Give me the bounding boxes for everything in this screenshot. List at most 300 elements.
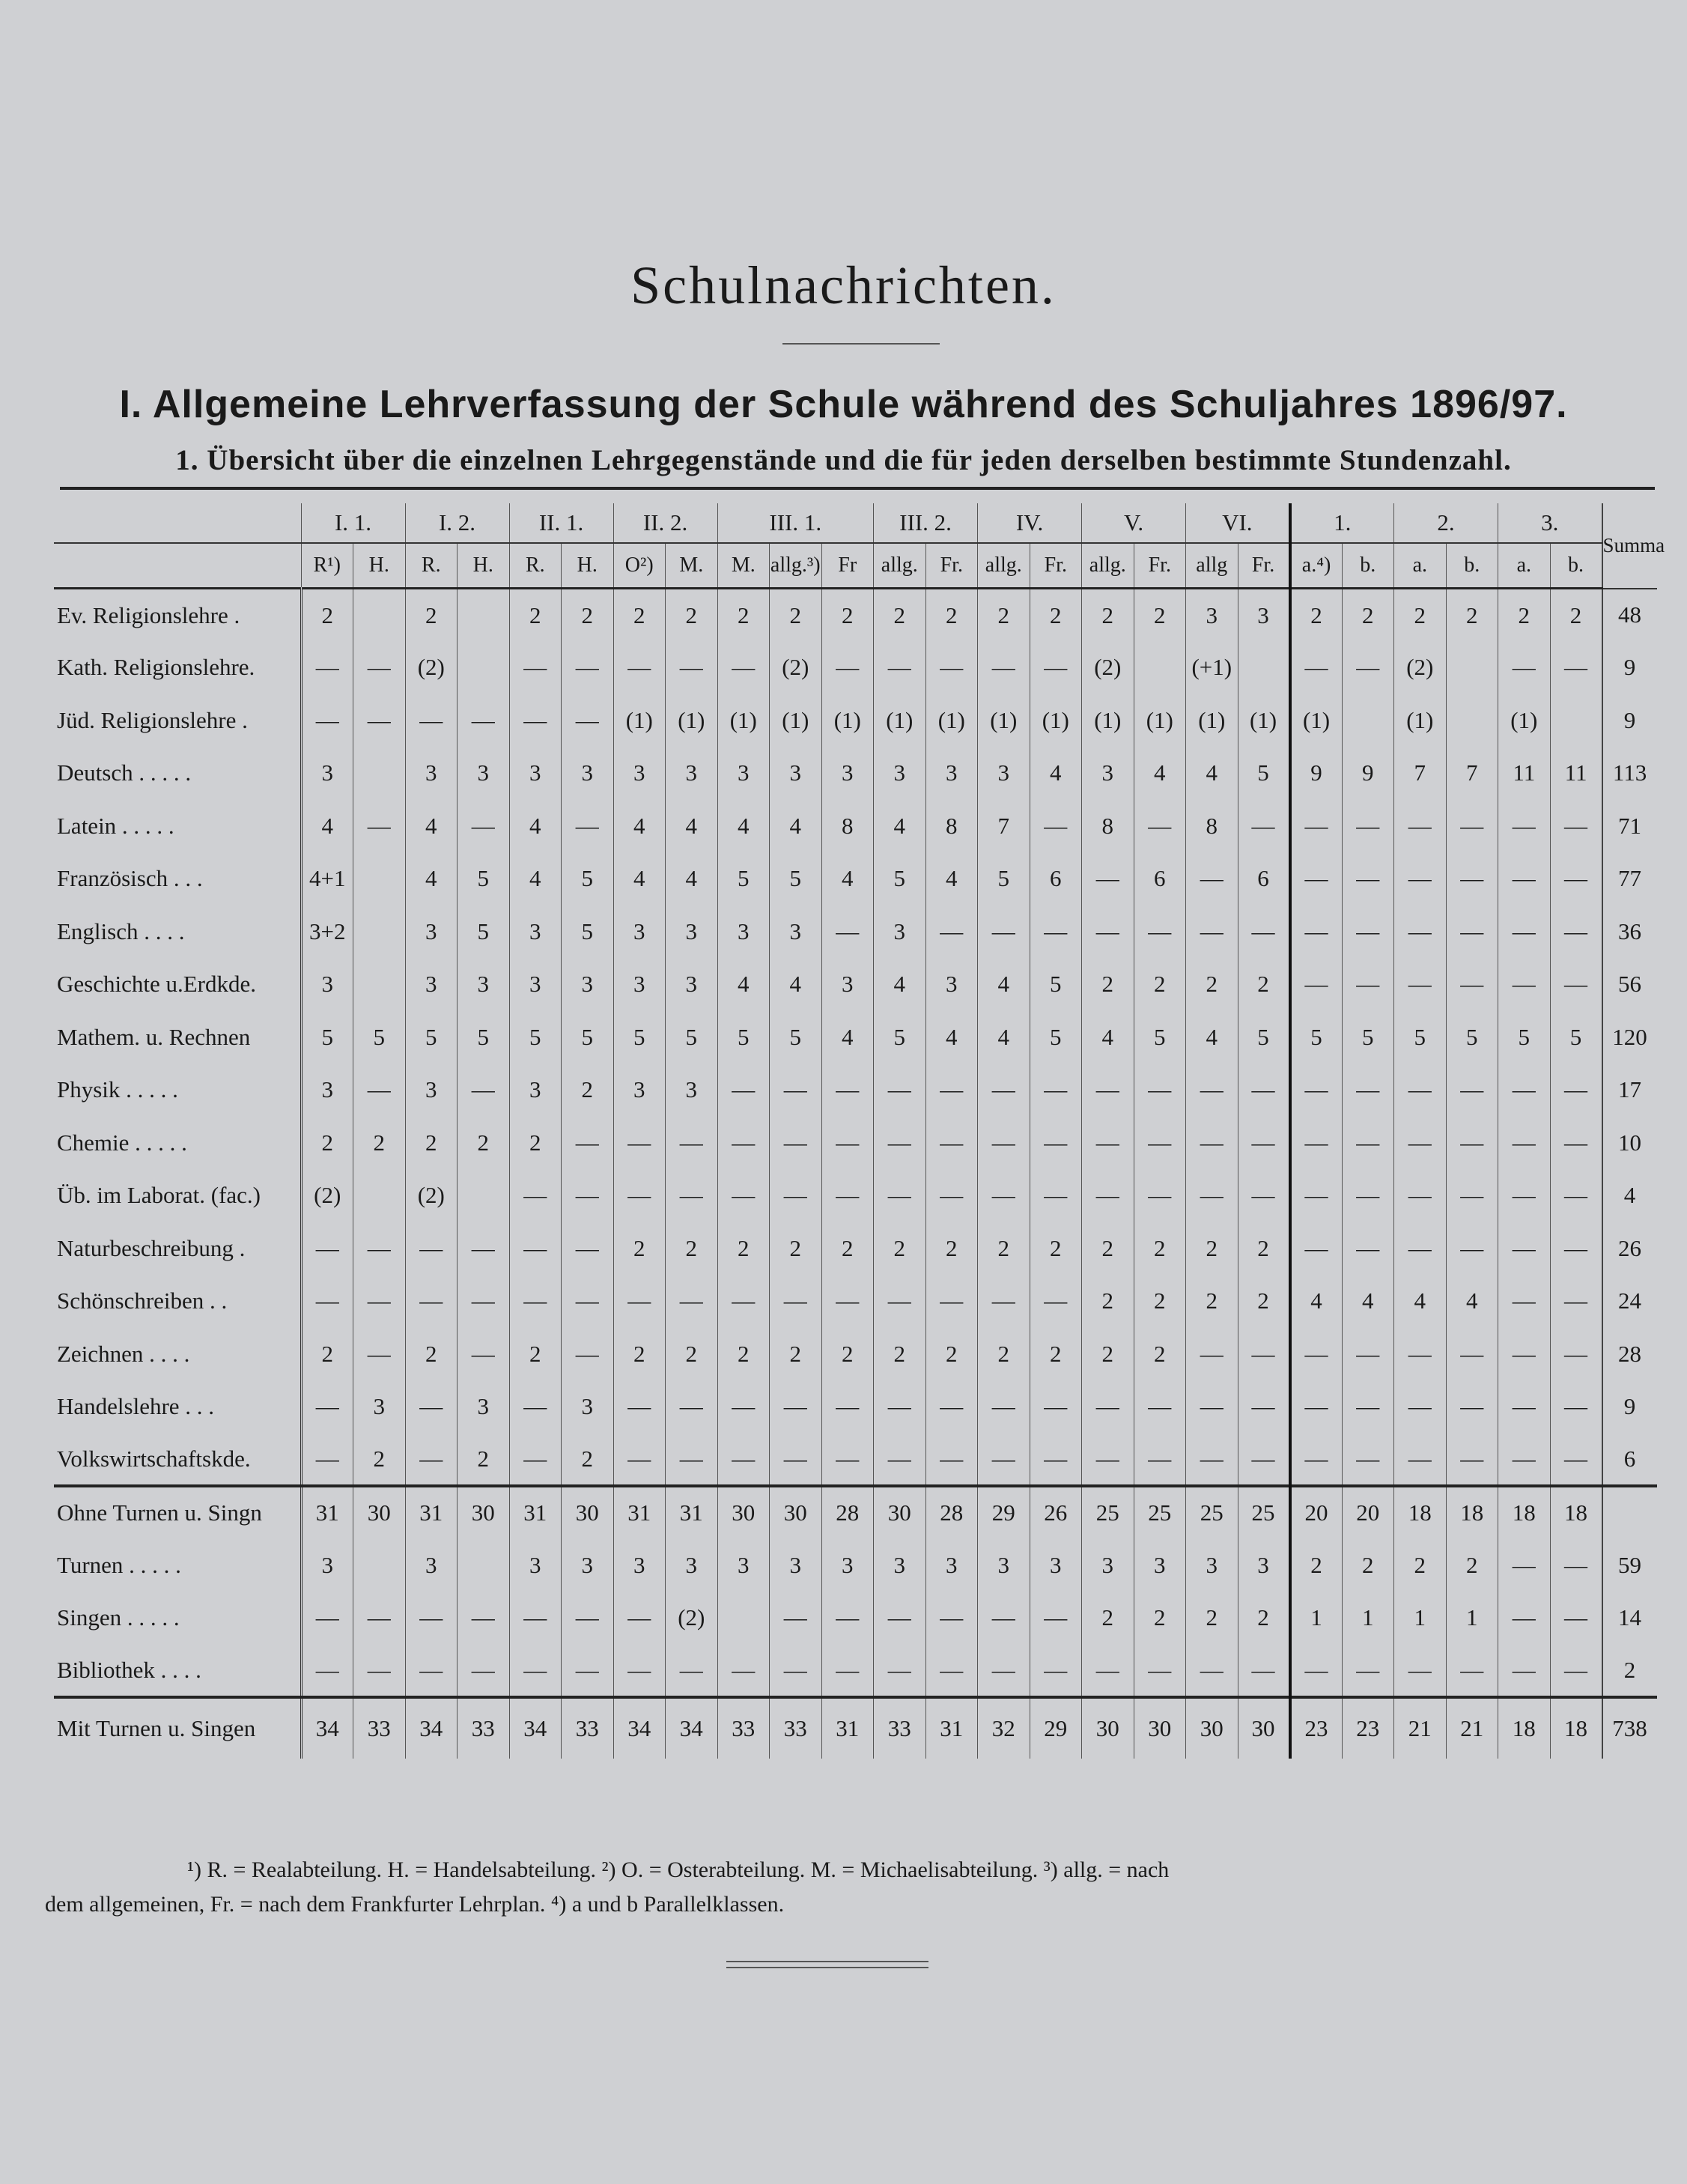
hours-cell: — (666, 1434, 718, 1487)
hours-cell: 3 (301, 1539, 353, 1592)
hours-cell: — (1290, 852, 1343, 906)
division-header: M. (717, 543, 770, 589)
subject-label: Deutsch . . . . . (54, 747, 301, 800)
division-header: Fr. (1134, 543, 1186, 589)
class-header: III. 1. (717, 503, 874, 543)
hours-cell: 2 (1134, 1592, 1186, 1645)
division-header: Fr. (925, 543, 978, 589)
hours-cell: 2 (1134, 1328, 1186, 1381)
division-header: b. (1446, 543, 1498, 589)
hours-cell: — (562, 800, 614, 853)
hours-cell: — (1238, 1645, 1290, 1698)
hours-cell: — (821, 1645, 874, 1698)
hours-cell: 33 (770, 1697, 822, 1759)
hours-cell: 3 (509, 958, 562, 1011)
hours-cell: 5 (770, 1011, 822, 1064)
hours-cell: (1) (717, 694, 770, 747)
hours-cell: 3 (562, 1539, 614, 1592)
hours-cell: 8 (821, 800, 874, 853)
hours-cell: 31 (925, 1697, 978, 1759)
hours-cell (353, 958, 406, 1011)
hours-cell: 2 (1030, 1328, 1082, 1381)
subject-label: Jüd. Religionslehre . (54, 694, 301, 747)
hours-cell: 25 (1134, 1486, 1186, 1539)
hours-cell (1134, 641, 1186, 694)
hours-cell: 3+2 (301, 906, 353, 959)
hours-cell: 4 (666, 800, 718, 853)
hours-cell: 2 (1082, 1592, 1134, 1645)
hours-cell: 2 (1238, 958, 1290, 1011)
class-header: III. 2. (874, 503, 978, 543)
hours-cell: — (874, 1064, 926, 1117)
hours-cell: — (1550, 1380, 1602, 1434)
hours-cell: — (405, 694, 458, 747)
hours-cell: 8 (1082, 800, 1134, 853)
hours-cell: 2 (1550, 589, 1602, 642)
hours-cell: — (1550, 1539, 1602, 1592)
division-header: Fr. (1238, 543, 1290, 589)
hours-cell: 28 (925, 1486, 978, 1539)
hours-cell: 3 (874, 1539, 926, 1592)
hours-cell: 30 (874, 1486, 926, 1539)
table-row (54, 1169, 1657, 1222)
hours-cell: — (1550, 800, 1602, 853)
table-row (54, 1697, 1657, 1759)
hours-cell: — (925, 1380, 978, 1434)
hours-cell: — (925, 1117, 978, 1170)
hours-cell: — (353, 800, 406, 853)
division-header: a.⁴) (1290, 543, 1343, 589)
table-row (54, 589, 1657, 642)
hours-cell: — (1498, 1222, 1551, 1275)
hours-cell: — (1238, 1380, 1290, 1434)
hours-cell: 4 (1342, 1275, 1394, 1328)
hours-cell: 3 (405, 747, 458, 800)
hours-cell: — (717, 1434, 770, 1487)
hours-cell: — (1134, 1434, 1186, 1487)
hours-cell: 4 (1186, 747, 1238, 800)
summa-header: Summa (1602, 503, 1657, 589)
subject-label: Naturbeschreibung . (54, 1222, 301, 1275)
division-header: a. (1394, 543, 1447, 589)
hours-cell: — (1290, 641, 1343, 694)
hours-cell: 30 (1238, 1697, 1290, 1759)
hours-cell (717, 1592, 770, 1645)
hours-cell: 5 (1030, 958, 1082, 1011)
hours-cell: — (717, 641, 770, 694)
subject-label: Handelslehre . . . (54, 1380, 301, 1434)
table-row (54, 958, 1657, 1011)
hours-cell: — (301, 1645, 353, 1698)
hours-cell: — (1550, 1169, 1602, 1222)
hours-cell: — (1238, 1064, 1290, 1117)
subject-label: Ohne Turnen u. Singn (54, 1486, 301, 1539)
hours-cell: 3 (405, 958, 458, 1011)
hours-cell: — (301, 1592, 353, 1645)
subject-label: Zeichnen . . . . (54, 1328, 301, 1381)
hours-cell: — (770, 1169, 822, 1222)
hours-cell: — (353, 1275, 406, 1328)
hours-cell: — (1446, 1169, 1498, 1222)
lesson-hours-table (54, 503, 1665, 1759)
hours-cell: — (821, 641, 874, 694)
hours-cell: — (1134, 1380, 1186, 1434)
hours-cell: 3 (562, 747, 614, 800)
hours-cell: 3 (770, 1539, 822, 1592)
subject-label: Ev. Religionslehre . (54, 589, 301, 642)
hours-cell: 2 (874, 1222, 926, 1275)
hours-cell: — (1290, 1117, 1343, 1170)
page-title: Schulnachrichten. (630, 255, 1057, 315)
hours-cell: — (353, 1064, 406, 1117)
hours-cell: 4 (613, 800, 666, 853)
hours-cell: 8 (925, 800, 978, 853)
hours-cell: — (1550, 1222, 1602, 1275)
sum-cell: 120 (1602, 1011, 1657, 1064)
hours-cell: — (1550, 958, 1602, 1011)
hours-cell: — (1186, 1380, 1238, 1434)
hours-cell: 3 (874, 906, 926, 959)
hours-cell: 4 (1030, 747, 1082, 800)
hours-cell: — (1342, 800, 1394, 853)
hours-cell: 4 (821, 852, 874, 906)
hours-cell: 18 (1498, 1486, 1551, 1539)
hours-cell: — (1446, 1064, 1498, 1117)
table-row (54, 641, 1657, 694)
division-header: Fr (821, 543, 874, 589)
hours-cell: (1) (925, 694, 978, 747)
hours-cell: 5 (717, 852, 770, 906)
hours-cell: — (717, 1169, 770, 1222)
hours-cell: 3 (821, 747, 874, 800)
hours-cell: 2 (821, 1222, 874, 1275)
hours-cell: 3 (1134, 1539, 1186, 1592)
hours-cell: 34 (301, 1697, 353, 1759)
hours-cell: — (1550, 852, 1602, 906)
hours-cell: 3 (613, 906, 666, 959)
hours-cell: — (821, 1275, 874, 1328)
hours-cell: (2) (301, 1169, 353, 1222)
title-rule (782, 343, 940, 345)
hours-cell: 1 (1394, 1592, 1447, 1645)
hours-cell (353, 1169, 406, 1222)
hours-cell: 2 (562, 589, 614, 642)
sum-cell: 4 (1602, 1169, 1657, 1222)
hours-cell: — (353, 1645, 406, 1698)
hours-cell: 2 (1134, 589, 1186, 642)
hours-cell: 3 (717, 906, 770, 959)
hours-cell: 9 (1290, 747, 1343, 800)
hours-cell: 4 (666, 852, 718, 906)
hours-cell: — (562, 1645, 614, 1698)
hours-cell: — (1394, 958, 1447, 1011)
hours-cell: — (978, 906, 1030, 959)
hours-cell: (1) (1030, 694, 1082, 747)
hours-cell: 2 (1342, 589, 1394, 642)
hours-cell: 3 (717, 747, 770, 800)
hours-cell: — (1550, 1328, 1602, 1381)
hours-cell: 2 (978, 1222, 1030, 1275)
hours-cell: — (613, 1169, 666, 1222)
table-row (54, 800, 1657, 853)
hours-cell: — (978, 1117, 1030, 1170)
hours-cell: 5 (405, 1011, 458, 1064)
hours-cell: 33 (353, 1697, 406, 1759)
class-header: V. (1082, 503, 1186, 543)
hours-cell: — (1550, 1117, 1602, 1170)
hours-cell: — (1446, 1328, 1498, 1381)
hours-cell: — (562, 694, 614, 747)
sum-cell: 77 (1602, 852, 1657, 906)
hours-cell: — (458, 1645, 510, 1698)
hours-cell: 31 (301, 1486, 353, 1539)
hours-cell: 3 (613, 958, 666, 1011)
hours-cell: 2 (770, 1222, 822, 1275)
table-row (54, 1539, 1657, 1592)
hours-cell: 2 (925, 1328, 978, 1381)
hours-cell: — (1394, 1222, 1447, 1275)
hours-cell: (1) (1134, 694, 1186, 747)
table-row (54, 1011, 1657, 1064)
hours-cell: — (1550, 906, 1602, 959)
hours-cell: — (1186, 906, 1238, 959)
hours-cell: — (1498, 1169, 1551, 1222)
hours-cell: 2 (874, 589, 926, 642)
hours-cell: 3 (509, 1539, 562, 1592)
table-row (54, 1328, 1657, 1381)
hours-cell: — (874, 1169, 926, 1222)
hours-cell: 2 (666, 589, 718, 642)
hours-cell: 2 (1082, 1275, 1134, 1328)
hours-cell: 3 (509, 906, 562, 959)
hours-cell: 3 (301, 958, 353, 1011)
hours-cell: — (925, 906, 978, 959)
hours-cell: 30 (562, 1486, 614, 1539)
hours-cell: 20 (1290, 1486, 1343, 1539)
hours-cell: 30 (353, 1486, 406, 1539)
division-header: allg.³) (770, 543, 822, 589)
hours-cell: — (874, 1592, 926, 1645)
sum-cell: 71 (1602, 800, 1657, 853)
hours-cell: — (717, 1275, 770, 1328)
hours-cell: 2 (353, 1117, 406, 1170)
hours-cell: — (1498, 1380, 1551, 1434)
hours-cell: — (978, 1592, 1030, 1645)
hours-cell (353, 906, 406, 959)
hours-cell: — (874, 1380, 926, 1434)
hours-cell: 3 (925, 747, 978, 800)
hours-cell: — (1030, 641, 1082, 694)
hours-cell: 5 (1030, 1011, 1082, 1064)
footnote-line: dem allgemeinen, Fr. = nach dem Frankfurter Lehrplan. ⁴) a und b Parallelklassen. (45, 1892, 785, 1917)
hours-cell: — (1498, 906, 1551, 959)
hours-cell: — (1186, 1169, 1238, 1222)
hours-cell: 2 (1238, 1275, 1290, 1328)
hours-cell: 4 (770, 800, 822, 853)
hours-cell: 3 (770, 906, 822, 959)
hours-cell: — (509, 1434, 562, 1487)
hours-cell: 25 (1082, 1486, 1134, 1539)
header-corner (54, 503, 301, 543)
hours-cell: 2 (770, 1328, 822, 1381)
hours-cell: — (1082, 1380, 1134, 1434)
hours-cell: — (978, 1434, 1030, 1487)
hours-cell: — (458, 1222, 510, 1275)
sum-cell: 9 (1602, 641, 1657, 694)
hours-cell: 18 (1498, 1697, 1551, 1759)
hours-cell: — (562, 641, 614, 694)
hours-cell: 5 (1238, 1011, 1290, 1064)
hours-cell: 5 (562, 852, 614, 906)
hours-cell: — (1550, 1434, 1602, 1487)
table-row (54, 852, 1657, 906)
hours-cell: 21 (1394, 1697, 1447, 1759)
hours-cell: — (1498, 641, 1551, 694)
hours-cell: 7 (1446, 747, 1498, 800)
division-header: Fr. (1030, 543, 1082, 589)
hours-cell: — (1394, 1645, 1447, 1698)
hours-cell: — (1498, 1645, 1551, 1698)
hours-cell: 5 (509, 1011, 562, 1064)
hours-cell: 2 (1394, 589, 1447, 642)
hours-cell: 25 (1238, 1486, 1290, 1539)
hours-cell: 2 (509, 1328, 562, 1381)
hours-cell: — (613, 1380, 666, 1434)
hours-cell: — (1550, 1645, 1602, 1698)
hours-cell: 5 (1394, 1011, 1447, 1064)
hours-cell: — (1342, 1064, 1394, 1117)
hours-cell: — (1550, 641, 1602, 694)
hours-cell: — (1446, 958, 1498, 1011)
hours-cell: — (770, 1117, 822, 1170)
hours-cell: — (770, 1645, 822, 1698)
hours-cell: 2 (717, 589, 770, 642)
hours-cell: 33 (717, 1697, 770, 1759)
class-header: I. 2. (405, 503, 509, 543)
hours-cell (1446, 694, 1498, 747)
table-row (54, 694, 1657, 747)
hours-cell: 18 (1550, 1697, 1602, 1759)
subject-label: Mit Turnen u. Singen (54, 1697, 301, 1759)
hours-cell: — (1186, 1117, 1238, 1170)
hours-cell: — (1342, 1222, 1394, 1275)
hours-cell: — (821, 1592, 874, 1645)
hours-cell: 2 (405, 1117, 458, 1170)
hours-cell: — (1498, 1275, 1551, 1328)
class-header: I. 1. (301, 503, 405, 543)
hours-cell: 4 (1290, 1275, 1343, 1328)
hours-cell: — (1446, 800, 1498, 853)
hours-cell: 3 (821, 958, 874, 1011)
hours-cell: — (1498, 852, 1551, 906)
hours-cell: — (1186, 1645, 1238, 1698)
hours-cell: 4 (405, 800, 458, 853)
hours-cell: — (1550, 1275, 1602, 1328)
division-header: allg. (1082, 543, 1134, 589)
hours-cell: — (613, 1117, 666, 1170)
table-row (54, 1434, 1657, 1487)
hours-cell: — (1342, 906, 1394, 959)
hours-cell: 6 (1134, 852, 1186, 906)
hours-cell: — (1238, 906, 1290, 959)
hours-cell: — (1394, 1064, 1447, 1117)
division-header: R. (509, 543, 562, 589)
hours-cell: 2 (405, 589, 458, 642)
hours-cell: — (301, 1434, 353, 1487)
hours-cell: 11 (1550, 747, 1602, 800)
hours-cell (353, 589, 406, 642)
hours-cell (1238, 641, 1290, 694)
hours-cell: — (1498, 1064, 1551, 1117)
hours-cell: 3 (301, 1064, 353, 1117)
hours-cell: 3 (666, 747, 718, 800)
hours-cell: — (562, 1222, 614, 1275)
hours-cell: 30 (1186, 1697, 1238, 1759)
hours-cell: (2) (405, 1169, 458, 1222)
hours-cell: — (1186, 1064, 1238, 1117)
hours-cell: 2 (1498, 589, 1551, 642)
hours-cell: — (874, 1275, 926, 1328)
subject-label: Französisch . . . (54, 852, 301, 906)
hours-cell: 6 (1238, 852, 1290, 906)
hours-cell: 2 (1446, 1539, 1498, 1592)
hours-cell: 3 (666, 1539, 718, 1592)
hours-cell: — (1030, 906, 1082, 959)
hours-cell: — (1238, 800, 1290, 853)
hours-cell: — (301, 694, 353, 747)
hours-cell: — (666, 641, 718, 694)
table-row (54, 1222, 1657, 1275)
subject-label: Latein . . . . . (54, 800, 301, 853)
class-header: 1. (1290, 503, 1394, 543)
hours-cell: 18 (1394, 1486, 1447, 1539)
hours-cell: 3 (1238, 589, 1290, 642)
hours-cell: — (1290, 1169, 1343, 1222)
hours-cell (458, 1169, 510, 1222)
hours-cell: — (978, 1645, 1030, 1698)
hours-cell: — (1446, 1434, 1498, 1487)
hours-cell: 2 (1134, 958, 1186, 1011)
hours-cell: — (613, 1434, 666, 1487)
hours-cell: 2 (301, 1117, 353, 1170)
hours-cell: — (1186, 1434, 1238, 1487)
hours-cell: — (1082, 1645, 1134, 1698)
hours-cell: — (353, 694, 406, 747)
hours-cell: 3 (770, 747, 822, 800)
sum-cell: 738 (1602, 1697, 1657, 1759)
hours-cell: 5 (613, 1011, 666, 1064)
hours-cell: — (458, 1064, 510, 1117)
hours-cell: — (1290, 1434, 1343, 1487)
hours-cell: — (1550, 1064, 1602, 1117)
hours-cell: — (1186, 852, 1238, 906)
hours-cell: 5 (874, 852, 926, 906)
hours-cell: 3 (1186, 589, 1238, 642)
footnotes (45, 1853, 1647, 1922)
hours-cell: 5 (1342, 1011, 1394, 1064)
subject-label: Schönschreiben . . (54, 1275, 301, 1328)
hours-cell: 4 (717, 800, 770, 853)
hours-cell: 4 (874, 800, 926, 853)
hours-cell: 5 (458, 906, 510, 959)
hours-cell: — (1394, 1169, 1447, 1222)
hours-cell: — (821, 1064, 874, 1117)
hours-cell: — (562, 1592, 614, 1645)
hours-cell: 30 (1134, 1697, 1186, 1759)
hours-cell (353, 1539, 406, 1592)
hours-cell: — (1446, 906, 1498, 959)
hours-cell: 31 (405, 1486, 458, 1539)
